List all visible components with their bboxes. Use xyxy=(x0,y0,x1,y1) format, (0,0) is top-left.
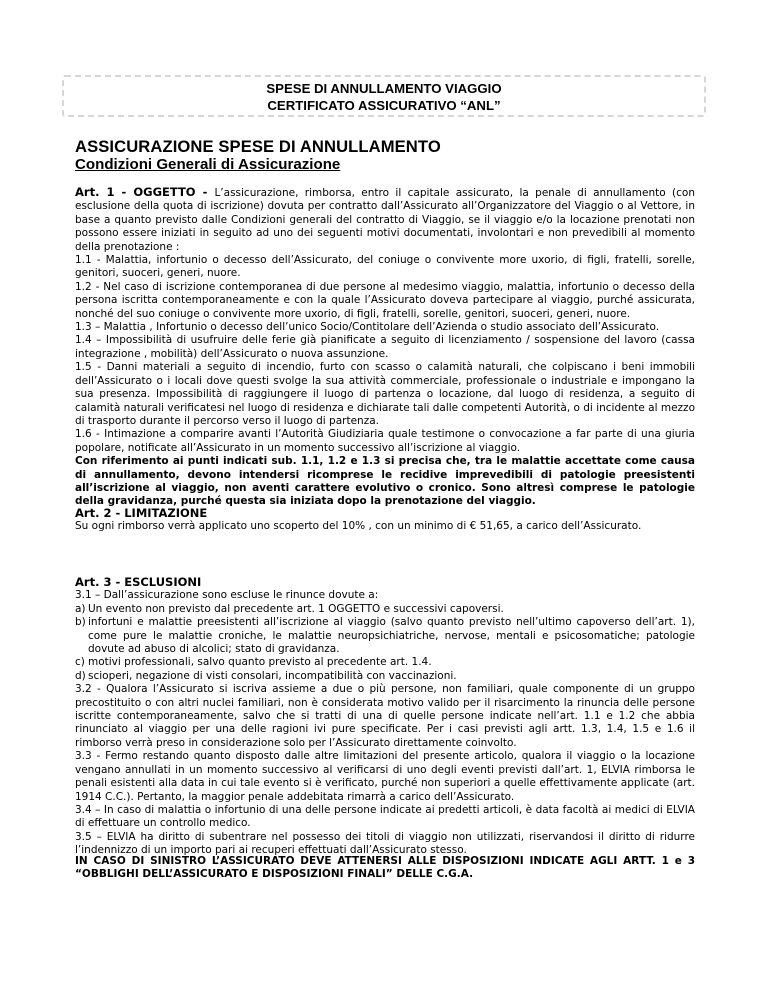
article-2-heading: Art. 2 - LIMITAZIONE xyxy=(75,506,208,520)
article-3 xyxy=(75,576,695,858)
exclusion-item: d) scioperi, negazione di visti consolari, incompatibilità con vaccinazioni. xyxy=(75,669,457,682)
article-3-point-5: 3.5 – ELVIA ha diritto di subentrare nel possesso dei titoli di viaggio non utilizzati, riservandosi il diritto di ridurre l’indennizzo di un importo pari ai recuperi effettuati dall’Assicurato stesso. xyxy=(75,830,695,857)
article-2-text: Su ogni rimborso verrà applicato uno scoperto del 10% , con un minimo di € 51,65, a carico dell’Assicurato. xyxy=(75,520,642,533)
article-1-point-1: 1.1 - Malattia, infortunio o decesso dell’Assicurato, del coniuge o convivente more uxorio, di figli, fratelli, sorelle, genitori, suoceri, generi, nuore. xyxy=(75,254,695,280)
banner-line-1: SPESE DI ANNULLAMENTO VIAGGIO xyxy=(266,81,502,96)
article-1-point-6: 1.6 - Intimazione a comparire avanti l’Autorità Giudiziaria quale testimone o convocazione a far parte di una giuria popolare, notificate all’Assicurato in un momento successivo all’iscrizione al viaggio. xyxy=(75,428,695,454)
document-subtitle: Condizioni Generali di Assicurazione xyxy=(75,156,341,173)
exclusion-item: c) motivi professionali, salvo quanto previsto al precedente art. 1.4. xyxy=(75,656,432,669)
article-1-intro: Art. 1 - OGGETTO - L’assicurazione, rimborsa, entro il capitale assicurato, la penale di annullamento (con esclusione della quota di iscrizione) dovuta per contratto dall’Assicurato all’Organizzatore del Viaggio o al Vettore, in base a quanto previsto dalle Condizioni generali del contratto di Viaggio, se il viaggio e/o la locazione prenotati non possono essere iniziati in seguito ad uno dei seguenti motivi documentati, involontari e non prevedibili al momento della prenotazione : xyxy=(75,185,695,253)
header-banner xyxy=(62,75,706,117)
article-3-heading: Art. 3 - ESCLUSIONI xyxy=(75,575,202,589)
article-3-point-2: 3.2 - Qualora l’Assicurato si iscriva assieme a due o più persone, non familiari, quale componente di un gruppo precostituito o con altri nuclei familiari, non è considerata motivo valido per il risarcimento la rinuncia delle persone iscritte contemporaneamente, salvo che si tratti di una di quelle persone indicate nell’art. 1.1 e 1.2 che abbia rinunciato al viaggio per una delle ragioni ivi pure specificate. Per i casi previsti agli artt. 1.3, 1.4, 1.5 e 1.6 il rimborso verrà preso in considerazione solo per l’Assicurato direttamente coinvolto. xyxy=(75,683,695,749)
article-1-point-5: 1.5 - Danni materiali a seguito di incendio, furto con scasso o calamità naturali, che colpiscano i beni immobili dell’Assicurato o i locali dove questi svolge la sua attività commerciale, professionale o industriale e impongano la sua presenza. Impossibilità di raggiungere il luogo di partenza o locazione, dal luogo di residenza, a seguito di calamità naturali verificatesi nel luogo di residenza e dichiarate tali dalle competenti Autorità, o di incidente al mezzo di trasporto durante il percorso verso il luogo di partenza. xyxy=(75,361,695,427)
article-1-point-4: 1.4 – Impossibilità di usufruire delle ferie già pianificate a seguito di licenziamento / sospensione del lavoro (cassa integrazione , mobilità) dell’Assicurato o nuova assunzione. xyxy=(75,334,695,360)
banner-line-2: CERTIFICATO ASSICURATIVO “ANL” xyxy=(267,98,501,113)
exclusion-item: a) Un evento non previsto dal precedente art. 1 OGGETTO e successivi capoversi. xyxy=(75,602,504,615)
document-title: ASSICURAZIONE SPESE DI ANNULLAMENTO xyxy=(75,137,441,156)
article-1-heading: Art. 1 - OGGETTO - xyxy=(75,185,215,199)
claim-instructions xyxy=(75,855,695,882)
article-1-point-3: 1.3 – Malattia , Infortunio o decesso dell’unico Socio/Contitolare dell’Azienda o studio associato dell’Assicurato. xyxy=(75,321,660,334)
exclusion-item: b) infortuni e malattie preesistenti all’iscrizione al viaggio (salvo quanto previsto nell’ultimo capoverso dell’art. 1), come pure le malattie croniche, le malattie neuropsichiatriche, nervose, mentali e psicosomatiche; patologie dovute ad abuso di alcolici; stato di gravidanza. xyxy=(75,616,695,656)
article-3-point-4: 3.4 – In caso di malattia o infortunio di una delle persone indicate ai predetti articoli, è data facoltà ai medici di ELVIA di effettuare un controllo medico. xyxy=(75,803,695,830)
article-2 xyxy=(75,507,695,534)
article-1-point-2: 1.2 - Nel caso di iscrizione contemporanea di due persone al medesimo viaggio, malattia, infortunio o decesso della persona iscritta contemporaneamente e con la quale l’Assicurato doveva partecipare al viaggio, purché assicurata, nonché del suo coniuge o convivente more uxorio, di figli, fratelli, sorelle, genitori, suoceri, generi, nuore. xyxy=(75,280,695,320)
claim-instructions-text: IN CASO DI SINISTRO L’ASSICURATO DEVE ATTENERSI ALLE DISPOSIZIONI INDICATE AGLI ARTT. 1 e 3 “OBBLIGHI DELL’ASSICURATO E DISPOSIZIONI FINALI” DELLE C.G.A. xyxy=(75,855,695,881)
article-3-point-3: 3.3 - Fermo restando quanto disposto dalle altre limitazioni del presente articolo, qualora il viaggio o la locazione vengano annullati in un momento successivo al verificarsi di uno degli eventi previsti dall’art. 1, ELVIA rimborsa le penali esistenti alla data in cui tale evento si è verificato, purché non superiori a quelle effettivamente applicate (art. 1914 C.C.). Pertanto, la maggior penale addebitata rimarrà a carico dell’Assicurato. xyxy=(75,750,695,803)
article-1 xyxy=(75,186,695,509)
article-1-note: Con riferimento ai punti indicati sub. 1.1, 1.2 e 1.3 si precisa che, tra le malattie accettate come causa di annullamento, devono intendersi ricomprese le recidive imprevedibili di patologie preesistenti all’iscrizione al viaggio, non aventi carattere evolutivo o cronico. Sono altresì comprese le patologie della gravidanza, purché questa sia iniziata dopo la prenotazione del viaggio. xyxy=(75,455,695,508)
article-3-point-1: 3.1 – Dall’assicurazione sono escluse le rinunce dovute a: xyxy=(75,589,379,602)
